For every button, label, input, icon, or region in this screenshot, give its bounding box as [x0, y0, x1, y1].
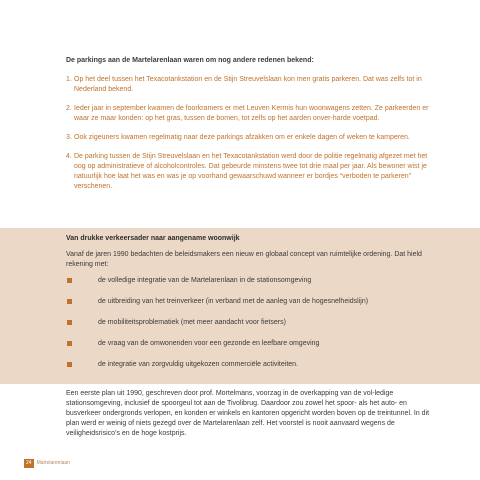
item-text: Ieder jaar in september kwamen de foorkramers er met Leuven Kermis hun woonwagens zetten. Ze parkeerden er waar ze maar konden: op het gras, tussen de bomen, tot zelfs op het aarden onver-harde voetpad.: [74, 105, 429, 122]
section-heading: De parkings aan de Martelarenlaan waren om nog andere redenen bekend:: [66, 57, 314, 64]
item-text: Ook zigeuners kwamen regelmatig naar deze parkings afzakken om er enkele dagen of weken te kamperen.: [74, 134, 410, 141]
square-bullet-icon: [67, 362, 72, 367]
parkings-section: [66, 56, 438, 201]
list-item: [66, 75, 438, 95]
list-item: [66, 133, 438, 143]
bullet-text: de uitbreiding van het treinverkeer (in verband met de aanleg van de hogesnelheidslijn): [98, 298, 369, 305]
page-footer: [24, 459, 70, 468]
bullet-item: [66, 339, 446, 349]
bullet-text: de volledige integratie van de Martelarenlaan in de stationsomgeving: [98, 277, 312, 284]
square-bullet-icon: [67, 299, 72, 304]
square-bullet-icon: [67, 278, 72, 283]
bullet-list: [66, 276, 446, 370]
bullet-item: [66, 318, 446, 328]
page-number: 24: [26, 460, 32, 466]
band-intro: Vanaf de jaren 1990 bedachten de beleidsmakers een nieuw en globaal concept van ruimtelijke ordening. Dat hield rekening met:: [66, 251, 422, 268]
item-text: De parking tussen de Stijn Streuvelslaan en het Texacotankstation werd door de politie regelmatig afgezet met het oog op administratieve of alcoholcontroles. Dat gebeurde minstens twee tot drie maal per jaar. Als bewoner wist je natuurlijk hoe laat het was en was je op voorhand gewaarschuwd wanneer er bordjes “verboden te parkeren” verschenen.: [74, 153, 428, 190]
item-text: Op het deel tussen het Texacotankstation en de Stijn Streuvelslaan kon men gratis parkeren. Dat was zelfs tot in Nederland bekend.: [74, 76, 422, 93]
square-bullet-icon: [67, 341, 72, 346]
item-number: 3.: [66, 134, 72, 141]
bullet-text: de mobiliteitsproblematiek (met meer aandacht voor fietsers): [98, 319, 286, 326]
item-number: 1.: [66, 76, 72, 83]
bullet-item: [66, 276, 446, 286]
plan-paragraph: Een eerste plan uit 1990, geschreven door prof. Mortelmans, voorzag in de overkapping van de vol-ledige stationsomgeving, inclusief de spoorgeul tot aan de Tivolibrug. Daardoor zou zowel het spoor- als het auto- en busverkeer ondergronds verlopen, en konden er winkels en kantoren opgericht worden boven op de treintunnel. In dit plan werd er weinig of niets gezegd over de Martelarenlaan zelf. Het voorstel is nooit aanvaard wegens de veiligheidsrisico’s en de hoge kostprijs.: [66, 390, 430, 437]
list-item: [66, 104, 438, 124]
list-item: [66, 152, 438, 192]
bullet-item: [66, 360, 446, 370]
item-number: 4.: [66, 153, 72, 160]
bullet-text: de vraag van de omwonenden voor een gezonde en leefbare omgeving: [98, 340, 320, 347]
square-bullet-icon: [67, 320, 72, 325]
highlight-band: [0, 228, 480, 384]
bullet-item: [66, 297, 446, 307]
numbered-list: [66, 75, 438, 192]
band-content: [66, 234, 446, 381]
item-number: 2.: [66, 105, 72, 112]
footer-label: Martelarenlaan: [36, 460, 70, 466]
bullet-text: de integratie van zorgvuldig uitgekozen commerciële activiteiten.: [98, 361, 298, 368]
band-heading: Van drukke verkeersader naar aangename woonwijk: [66, 235, 240, 242]
